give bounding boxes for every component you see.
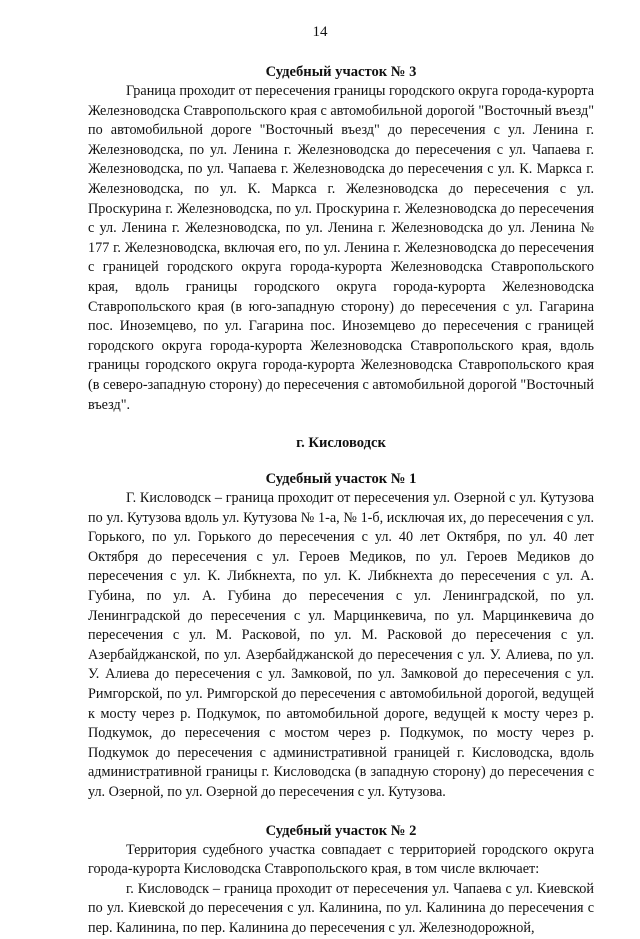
document-body — [88, 62, 594, 939]
section-paragraph: Территория судебного участка совпадает с территорией городского округа города-курорта Кисловодска Ставропольского края, в том числе включает: — [88, 841, 594, 878]
section-paragraph: Г. Кисловодск – граница проходит от пересечения ул. Озерной с ул. Кутузова по ул. Кутузова вдоль ул. Кутузова № 1-а, № 1-б, исключая их, до пересечения с ул. Горького, по ул. Горького до пересечения с ул. 40 лет Октября, по ул. 40 лет Октября до пересечения с ул. Героев Медиков, по ул. Героев Медиков до пересечения с ул. К. Либкнехта, по ул. К. Либкнехта до пересечения с ул. А. Губина, по ул. А. Губина до пересечения с ул. Ленинградской, по ул. Ленинградской до пересечения с ул. Марцинкевича, по ул. Марцинкевича до пересечения с ул. М. Расковой, по ул. М. Расковой до пересечения с ул. Азербайджанской, по ул. Азербайджанской до пересечения с ул. У. Алиева, по ул. У. Алиева до пересечения с ул. Замковой, по ул. Замковой до пересечения с ул. Римгорской, по ул. Римгорской до пересечения с автомобильной дорогой, ведущей к мосту через р. Подкумок, по автомобильной дороге, ведущей к мосту через р. Подкумок, до пересечения с мостом через р. Подкумок, по мосту через р. Подкумок до пересечения с административной границей г. Кисловодска, вдоль административной границы г. Кисловодска (в западную сторону) до пересечения с ул. Озерной, по ул. Озерной до пересечения с ул. Кутузова. — [88, 490, 594, 800]
spacer — [88, 453, 594, 469]
section-paragraph: г. Кисловодск – граница проходит от пересечения ул. Чапаева с ул. Киевской по ул. Киевской до пересечения с ул. Калинина, по ул. Калинина до пересечения с пер. Калинина, по пер. Калинина до пересечения с ул. Железнодорожной, — [88, 880, 594, 936]
city-heading: г. Кисловодск — [296, 435, 386, 452]
section-kislovodsk-district-2 — [88, 821, 594, 939]
spacer — [88, 415, 594, 433]
section-title: Судебный участок № 1 — [265, 471, 417, 488]
page-number: 14 — [312, 24, 328, 40]
section-zheleznovodsk-district-3 — [88, 62, 594, 415]
section-kislovodsk-district-1 — [88, 469, 594, 803]
section-paragraph: Граница проходит от пересечения границы городского округа города-курорта Железноводска Ставропольского края с автомобильной дорогой "Восточный въезд" по автомобильной дороге "Восточный въезд" до пересечения с ул. Ленина г. Железноводска, по ул. Ленина г. Железноводска до пересечения с ул. Чапаева г. Железноводска, по ул. Чапаева г. Железноводска до пересечения с ул. К. Маркса г. Железноводска, по ул. К. Маркса г. Железноводска до пересечения с ул. Проскурина г. Железноводска, по ул. Проскурина г. Железноводска до пересечения с ул. Ленина г. Железноводска, по ул. Ленина г. Железноводска до ул. Ленина № 177 г. Железноводска, включая его, по ул. Ленина г. Железноводска до пересечения с границей городского округа города-курорта Железноводска Ставропольского края, вдоль границы городского округа города-курорта Железноводска Ставропольского края (в юго-западную сторону) до пересечения с ул. Гагарина пос. Иноземцево, по ул. Гагарина пос. Иноземцево до пересечения с границей городского округа города-курорта Железноводска Ставропольского края, вдоль границы городского округа города-курорта Железноводска Ставропольского края (в северо-западную сторону) до пересечения с автомобильной дорогой "Восточный въезд". — [88, 83, 595, 413]
section-title: Судебный участок № 3 — [265, 64, 417, 80]
section-title: Судебный участок № 2 — [265, 822, 417, 839]
spacer — [88, 803, 594, 821]
